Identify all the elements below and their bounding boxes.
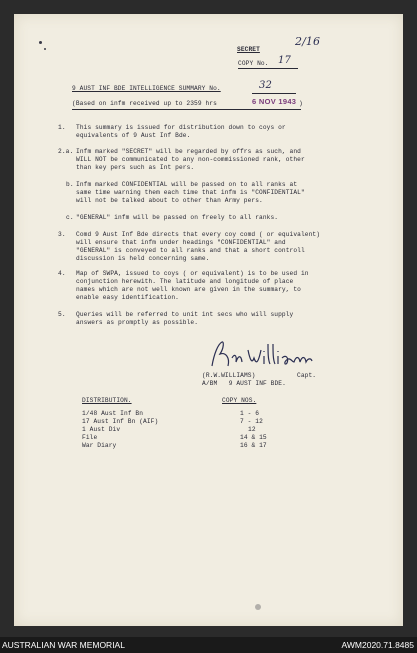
document-page [14, 14, 403, 626]
copy-label: COPY No. [238, 60, 269, 67]
distribution-copies: 16 & 17 [240, 442, 267, 449]
signature-rank: Capt. [297, 372, 317, 379]
summary-number: 32 [259, 80, 272, 91]
distribution-unit: 1 Aust Div [82, 426, 121, 433]
para-4-line: enable easy identification. [76, 294, 179, 301]
copy-number: 17 [278, 55, 291, 66]
punch-mark [44, 48, 46, 50]
para-2a-line: than key pers such as Int pers. [76, 164, 195, 171]
para-4-line: Map of SWPA, issued to coys ( or equivalent) is to be used in [76, 270, 309, 277]
copy-underline [238, 68, 298, 69]
para-2a-line: Infm marked "SECRET" will be regarded by offrs as such, and [76, 148, 301, 155]
distribution-copies: 12 [248, 426, 256, 433]
para-2c-line: "GENERAL" infm will be passed on freely to all ranks. [76, 214, 279, 221]
footer-accession-number: AWM2020.71.8485 [341, 640, 414, 650]
based-on-line: (Based on infm received up to 2359 hrs [72, 100, 217, 107]
summary-title: 9 AUST INF BDE INTELLIGENCE SUMMARY No. [72, 85, 221, 92]
footer-institution: AUSTRALIAN WAR MEMORIAL [2, 640, 125, 650]
para-3-line: discussion is held concerning same. [76, 255, 210, 262]
distribution-unit: War Diary [82, 442, 117, 449]
based-on-close: ) [299, 100, 303, 107]
para-2c-label: c. [66, 214, 74, 221]
classification-label: SECRET [237, 46, 260, 53]
para-3-label: 3. [58, 231, 66, 238]
para-1-line: equivalents of 9 Aust Inf Bde. [76, 132, 191, 139]
para-2b-line: will not be talked about to other than Army pers. [76, 197, 263, 204]
distribution-copies: 7 - 12 [240, 418, 263, 425]
date-stamp: 6 NOV 1943 [252, 97, 297, 106]
reference-number: 2/16 [295, 35, 321, 48]
copy-nos-heading: COPY NOS. [222, 397, 257, 404]
para-3-line: "GENERAL" is conveyed to all ranks and that a short controll [76, 247, 305, 254]
signature-title: A/BM 9 AUST INF BDE. [202, 380, 286, 387]
handwritten-signature [204, 336, 324, 376]
para-1-label: 1. [58, 124, 66, 131]
para-5-label: 5. [58, 311, 66, 318]
distribution-unit: 17 Aust Inf Bn (AIF) [82, 418, 159, 425]
distribution-copies: 1 - 6 [240, 410, 260, 417]
punch-mark [39, 41, 42, 44]
para-4-label: 4. [58, 270, 66, 277]
distribution-unit: File [82, 434, 98, 441]
para-5-line: Queries will be referred to unit int secs who will supply [76, 311, 294, 318]
para-4-line: conjunction herewith. The latitude and longitude of place [76, 278, 294, 285]
summary-number-underline [252, 93, 296, 94]
distribution-unit: 1/48 Aust Inf Bn [82, 410, 144, 417]
ink-smudge [255, 604, 261, 610]
para-2b-line: same time warning them each time that infm is "CONFIDENTIAL" [76, 189, 305, 196]
signature-name: (R.W.WILLIAMS) [202, 372, 256, 379]
para-2b-label: b. [66, 181, 74, 188]
para-2a-line: WILL NOT be communicated to any non-commissioned rank, other [76, 156, 305, 163]
footer-bar [0, 637, 417, 653]
para-4-line: names which are not well known are given in the summary, to [76, 286, 301, 293]
distribution-heading: DISTRIBUTION. [82, 397, 132, 404]
para-3-line: Comd 9 Aust Inf Bde directs that every coy comd ( or equivalent) [76, 231, 321, 238]
para-3-line: will ensure that infm under headings "CONFIDENTIAL" and [76, 239, 286, 246]
para-5-line: answers as promptly as possible. [76, 319, 199, 326]
para-2a-label: 2.a. [58, 148, 74, 155]
distribution-copies: 14 & 15 [240, 434, 267, 441]
para-2b-line: Infm marked CONFIDENTIAL will be passed on to all ranks at [76, 181, 298, 188]
based-on-underline [72, 109, 301, 110]
para-1-line: This summary is issued for distribution down to coys or [76, 124, 286, 131]
